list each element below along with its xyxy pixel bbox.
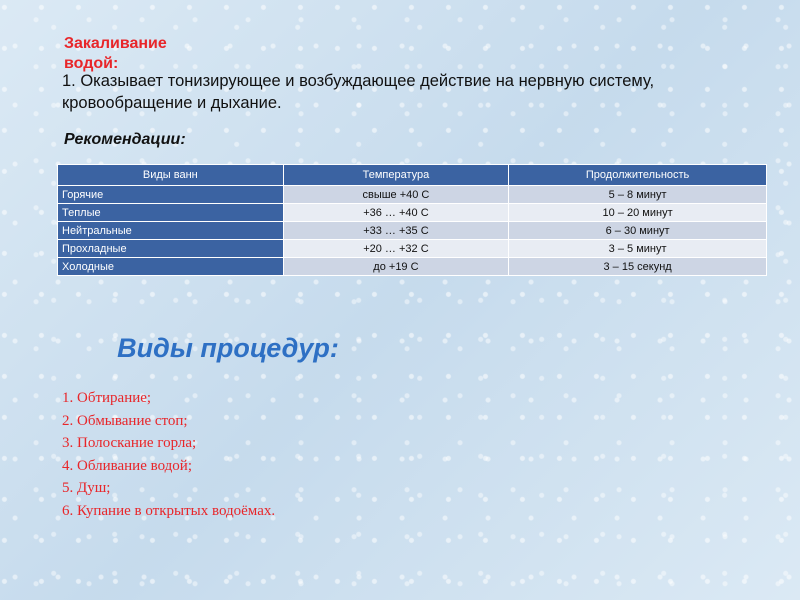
list-item: 4. Обливание водой;	[62, 457, 192, 474]
duration-cell: 3 – 15 секунд	[509, 258, 767, 276]
duration-cell: 10 – 20 минут	[509, 204, 767, 222]
list-item: 2. Обмывание стоп;	[62, 412, 188, 429]
table-row	[58, 240, 767, 258]
table-row	[58, 186, 767, 204]
temperature-cell: свыше +40 С	[283, 186, 509, 204]
duration-cell: 5 – 8 минут	[509, 186, 767, 204]
list-item: 5. Душ;	[62, 480, 111, 496]
duration-cell: 3 – 5 минут	[509, 240, 767, 258]
bath-types-table	[57, 164, 767, 276]
table-row	[58, 258, 767, 276]
list-item: 1. Обтирание;	[62, 390, 152, 406]
slide-title: Закаливание водой:	[64, 35, 167, 72]
header-duration: Продолжительность	[509, 165, 767, 186]
procedures-list	[62, 387, 275, 522]
procedures-heading: Виды процедур:	[117, 333, 339, 363]
header-bath-type: Виды ванн	[58, 165, 284, 186]
table-row	[58, 204, 767, 222]
bath-type-cell: Холодные	[58, 258, 284, 276]
temperature-cell: до +19 С	[283, 258, 509, 276]
bath-type-cell: Теплые	[58, 204, 284, 222]
intro-text: 1. Оказывает тонизирующее и возбуждающее действие на нервную систему, кровообращение и дыхание.	[62, 72, 655, 112]
table-header-row	[58, 165, 767, 186]
header-temperature: Температура	[283, 165, 509, 186]
recommendations-label: Рекомендации:	[64, 131, 186, 148]
list-item: 6. Купание в открытых водоёмах.	[62, 502, 276, 519]
temperature-cell: +20 … +32 С	[283, 240, 509, 258]
list-item: 3. Полоскание горла;	[62, 435, 197, 451]
bath-type-cell: Горячие	[58, 186, 284, 204]
duration-cell: 6 – 30 минут	[509, 222, 767, 240]
bath-type-cell: Прохладные	[58, 240, 284, 258]
table-row	[58, 222, 767, 240]
bath-type-cell: Нейтральные	[58, 222, 284, 240]
temperature-cell: +36 … +40 С	[283, 204, 509, 222]
temperature-cell: +33 … +35 С	[283, 222, 509, 240]
